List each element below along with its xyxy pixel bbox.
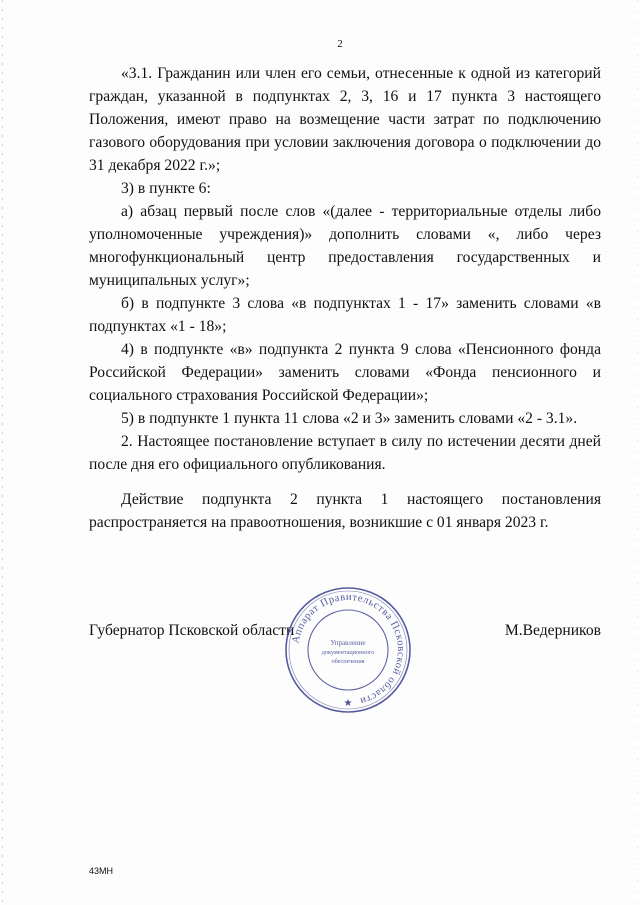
paragraph-effective-date: 2. Настоящее постановление вступает в силу по истечении десяти дней после дня его официального опубликования. — [89, 433, 601, 473]
signatory-title: Губернатор Псковской области — [89, 622, 295, 639]
paragraph-item-3: 3) в пункте 6: — [121, 180, 211, 197]
document-code: 43МН — [89, 866, 114, 876]
signatory-name: М.Ведерников — [504, 622, 601, 639]
official-seal-stamp — [283, 585, 413, 715]
document-body — [89, 62, 601, 534]
scan-edge-right — [637, 0, 638, 905]
seal-outer-text: Аппарат Правительства Псковской области — [290, 591, 407, 707]
paragraph-item-a: а) абзац первый после слов «(далее - территориальные отделы либо уполномоченные учреждения)» дополнить словами «, либо через многофункциональный центр предоставления государственных и муниципальных услуг»; — [89, 203, 601, 289]
page-number: 2 — [337, 38, 343, 50]
paragraph-item-4: 4) в подпункте «в» подпункта 2 пункта 9 слова «Пенсионного фонда Российской Федерации» заменить словами «Фонда пенсионного и социального страхования Российской Федерации»; — [89, 341, 601, 404]
paragraph-3-1: «3.1. Гражданин или член его семьи, отнесенные к одной из категорий граждан, указанной в подпунктах 2, 3, 16 и 17 пункта 3 настоящего Положения, имеют право на возмещение части затрат по подключению газового оборудования при условии заключения договора о подключении до 31 декабря 2022 г.»; — [89, 65, 601, 174]
paragraph-item-5: 5) в подпункте 1 пункта 11 слова «2 и 3» заменить словами «2 - 3.1». — [121, 410, 578, 427]
paragraph-retroactive: Действие подпункта 2 пункта 1 настоящего постановления распространяется на правоотношения, возникшие с 01 января 2023 г. — [89, 491, 601, 531]
seal-inner-line-2: документационного — [321, 649, 375, 656]
seal-star-icon: ★ — [343, 698, 353, 709]
paragraph-item-b: б) в подпункте 3 слова «в подпунктах 1 - 17» заменить словами «в подпунктах «1 - 18»; — [89, 295, 601, 335]
scan-edge-left — [2, 0, 3, 905]
seal-inner-line-3: обеспечения — [331, 658, 365, 665]
seal-inner-line-1: Управление — [330, 639, 366, 647]
